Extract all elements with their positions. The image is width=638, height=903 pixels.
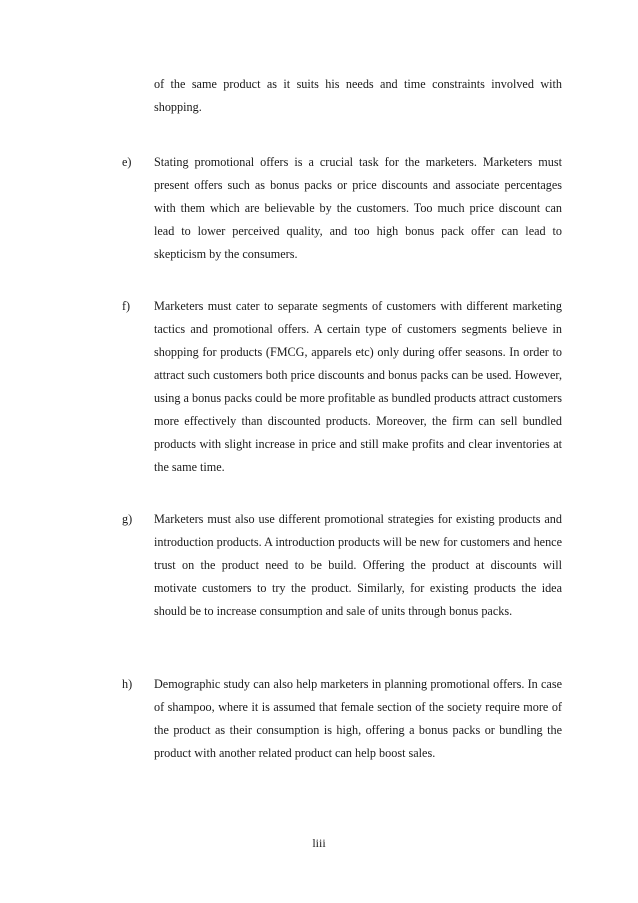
list-marker: e) — [122, 155, 132, 169]
list-item-text: Marketers must cater to separate segments of customers with different marketing tactics and promotional offers. A certain type of customers segments believe in shopping for products (FMCG, apparels etc) only during offer seasons. In order to attract such customers both price discounts and bonus packs can be used. However, using a bonus packs could be more profitable as bundled products attract customers more effectively than discounted products. Moreover, the firm can sell bundled products with slight increase in price and still make profits and clear inventories at the same time. — [154, 299, 562, 474]
list-item-text: Marketers must also use different promotional strategies for existing products and introduction products. A introduction products will be new for customers and hence trust on the product need to be build. Offering the product at discounts will motivate customers to try the product. Similarly, for existing products the idea should be to increase consumption and sale of units through bonus packs. — [154, 512, 562, 618]
list-item-h — [122, 673, 562, 765]
list-marker: h) — [122, 677, 133, 691]
list-marker: f) — [122, 299, 131, 313]
list-item-text: Stating promotional offers is a crucial task for the marketers. Marketers must present offers such as bonus packs or price discounts and associate percentages with them which are believable by the customers. Too much price discount can lead to lower perceived quality, and too high bonus pack offer can lead to skepticism by the consumers. — [154, 155, 562, 261]
continuation-paragraph: of the same product as it suits his needs and time constraints involved with shopping. — [154, 77, 562, 114]
list-item-f — [122, 295, 562, 479]
page-number: liii — [312, 836, 326, 850]
list-item-e — [122, 151, 562, 266]
list-item-text: Demographic study can also help marketers in planning promotional offers. In case of shampoo, where it is assumed that female section of the society require more of the product as their consumption is high, offering a bonus packs or bundling the product with another related product can help boost sales. — [154, 677, 562, 760]
list-marker: g) — [122, 512, 133, 526]
list-item-g — [122, 508, 562, 623]
